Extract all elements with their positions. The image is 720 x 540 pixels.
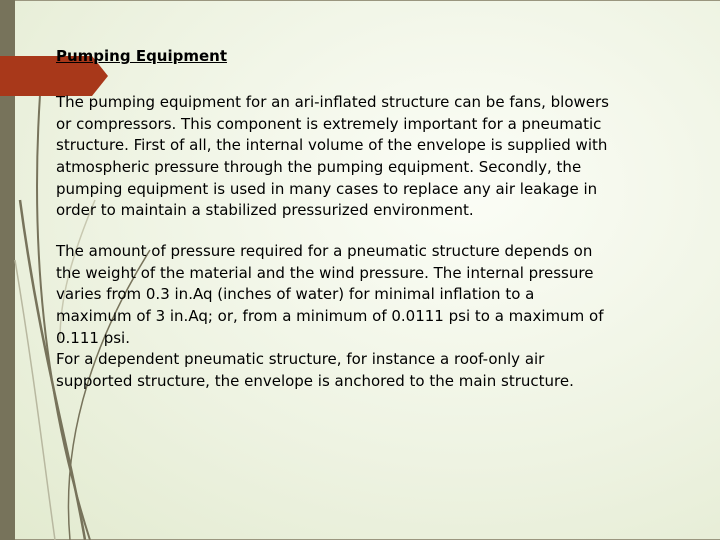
text-line: varies from 0.3 in.Aq (inches of water) for minimal inflation to a — [56, 285, 535, 304]
text-line: The pumping equipment for an ari-inflated structure can be fans, blowers — [56, 93, 609, 111]
text-line: atmospheric pressure through the pumping equipment. Secondly, the — [56, 158, 582, 177]
text-line: pumping equipment is used in many cases to replace any air leakage in — [56, 179, 598, 198]
text-line: structure. First of all, the internal volume of the envelope is supplied with — [56, 136, 608, 155]
text-line: order to maintain a stabilized pressurized environment. — [56, 201, 474, 220]
text-line: the weight of the material and the wind pressure. The internal pressure — [56, 263, 594, 282]
text-line: maximum of 3 in.Aq; or, from a minimum of 0.0111 psi to a maximum of — [56, 307, 604, 326]
slide-title: Pumping Equipment — [56, 47, 228, 65]
text-line: supported structure, the envelope is anchored to the main structure. — [56, 372, 574, 391]
paragraph-pumping-equipment — [56, 92, 609, 222]
text-line: 0.111 psi. — [56, 328, 130, 347]
paragraph-pressure — [56, 241, 603, 393]
text-line: The amount of pressure required for a pneumatic structure depends on — [56, 242, 593, 260]
text-line: or compressors. This component is extremely important for a pneumatic — [56, 114, 602, 133]
text-line: For a dependent pneumatic structure, for instance a roof-only air — [56, 350, 545, 369]
